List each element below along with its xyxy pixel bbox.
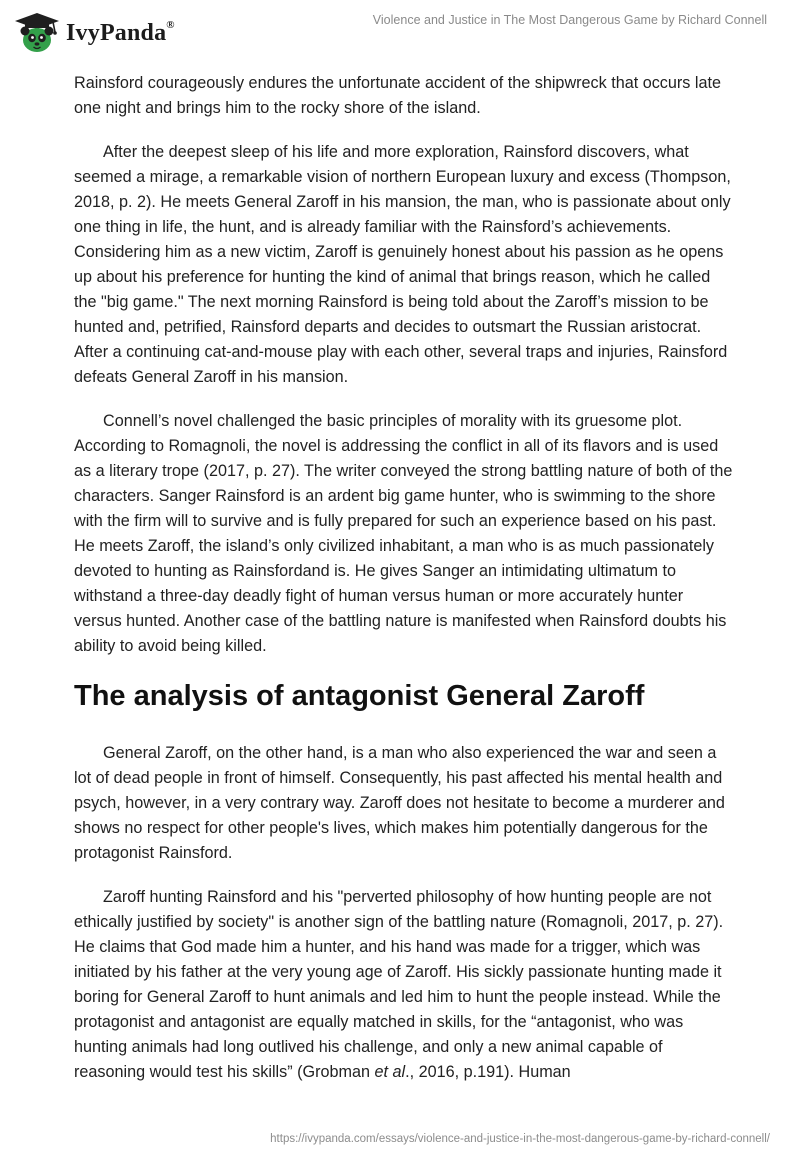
ivypanda-logo[interactable] (14, 12, 175, 54)
paragraph-5-text-end: ., 2016, p.191). Human (405, 1063, 571, 1081)
section-heading: The analysis of antagonist General Zaroff (74, 680, 645, 712)
paragraph-2: After the deepest sleep of his life and more exploration, Rainsford discovers, what seemed a mirage, a remarkable vision of northern European luxury and excess (Thompson, 2018, p. 2). He meets General Zaroff in his mansion, the man, who is passionate about only one thing in life, the hunt, and is already familiar with the Rainsford’s achievements. Considering him as a new victim, Zaroff is genuinely honest about his passion as he opens up about his preference for hunting the kind of animal that brings reason, which he called the "big game." The next morning Rainsford is being told about the Zaroff’s mission to be hunted and, petrified, Rainsford departs and decides to outsmart the Russian aristocrat. After a continuing cat-and-mouse play with each other, several traps and injuries, Rainsford defeats General Zaroff in his mansion. (74, 143, 731, 386)
document-title: Violence and Justice in The Most Dangerous Game by Richard Connell (372, 13, 767, 27)
brand-name: IvyPanda® (66, 18, 175, 46)
paragraph-3: Connell’s novel challenged the basic principles of morality with its gruesome plot. According to Romagnoli, the novel is addressing the conflict in all of its flavors and is used as a literary trope (2017, p. 27). The writer conveyed the strong battling nature of both of the characters. Sanger Rainsford is an ardent big game hunter, who is swimming to the shore with the firm will to survive and is fully prepared for such an experience based on his past. He meets Zaroff, the island’s only civilized inhabitant, a man who is as much passionately devoted to hunting as Rainsfordand is. He gives Sanger an intimidating ultimatum to withstand a three-day deadly fight of human versus human or more accurately hunter versus hunted. Another case of the battling nature is manifested when Rainsford doubts his ability to avoid being killed. (74, 412, 733, 655)
paragraph-5 (74, 885, 734, 1085)
panda-graduate-icon (14, 12, 60, 54)
page-header (0, 0, 800, 70)
et-al-italic: et al (374, 1063, 406, 1081)
source-url[interactable]: https://ivypanda.com/essays/violence-and-justice-in-the-most-dangerous-game-by-richard-connell/ (270, 1133, 770, 1145)
paragraph-5-text: Zaroff hunting Rainsford and his "perverted philosophy of how hunting people are not ethically justified by society" is another sign of the battling nature (Romagnoli, 2017, p. 27). He claims that God made him a hunter, and his hand was made for a trigger, which was initiated by his father at the very young age of Zaroff. His sickly passionate hunting made it boring for General Zaroff to hunt animals and led him to hunt the people instead. While the protagonist and antagonist are equally matched in skills, for the “antagonist, who was hunting animals had long outlived his challenge, and only a new animal capable of reasoning would test his skills” (Grobman (74, 888, 724, 1081)
registered-mark: ® (166, 18, 175, 31)
paragraph-4: General Zaroff, on the other hand, is a man who also experienced the war and seen a lot of dead people in front of himself. Consequently, his past affected his mental health and psych, however, in a very contrary way. Zaroff does not hesitate to become a murderer and shows no respect for other people's lives, which makes him potentially dangerous for the protagonist Rainsford. (74, 744, 725, 862)
essay-body (74, 70, 734, 1104)
paragraph-1: Rainsford courageously endures the unfortunate accident of the shipwreck that occurs late one night and brings him to the rocky shore of the island. (74, 74, 721, 117)
